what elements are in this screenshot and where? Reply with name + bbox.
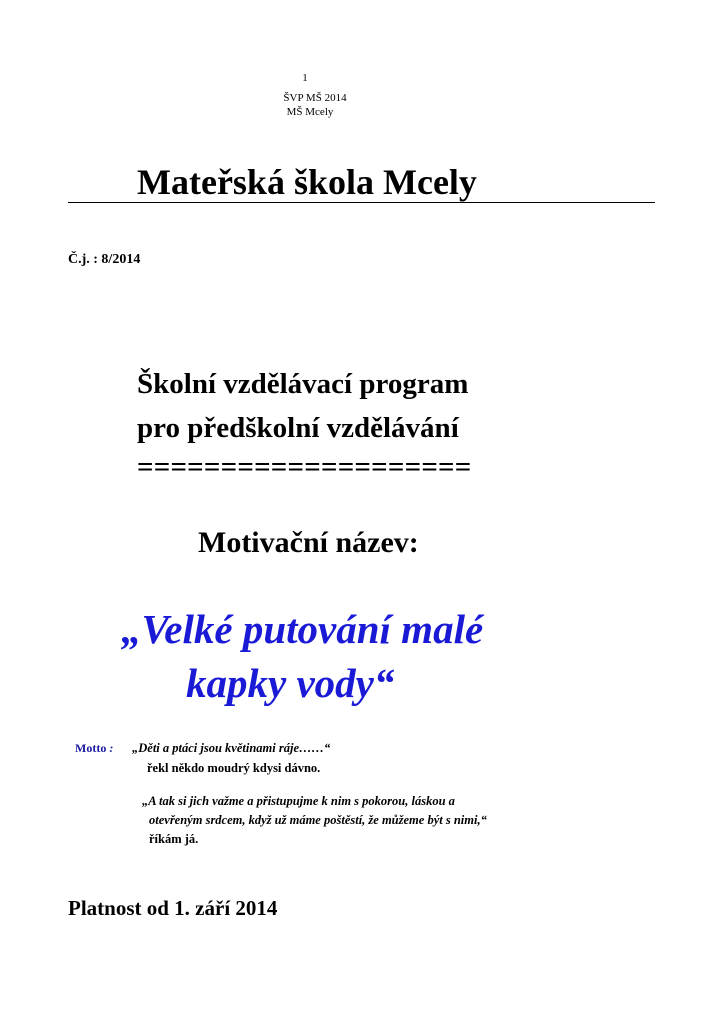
- motivation-title-line2: kapky vody“: [186, 660, 395, 706]
- school-short-header: MŠ Mcely: [286, 106, 334, 118]
- program-title-line1: Školní vzdělávací program: [137, 368, 469, 400]
- motto-quote2-line2: otevřeným srdcem, když už máme poštěstí, že můžeme být s nimi,“: [149, 813, 487, 827]
- motto-quote2-attribution: říkám já.: [149, 832, 199, 846]
- motivation-title-line1: „Velké putování malé: [121, 606, 484, 652]
- motto-label: [75, 739, 113, 757]
- program-title-line2: pro předškolní vzdělávání: [137, 412, 459, 444]
- motto-label-text: Motto: [75, 741, 107, 755]
- motto-quote1-attribution: řekl někdo moudrý kdysi dávno.: [147, 761, 321, 775]
- page-number: 1: [302, 72, 308, 84]
- reference-number: Č.j. : 8/2014: [68, 252, 141, 267]
- title-divider: [68, 202, 655, 203]
- motto-quote2-line1: „A tak si jich važme a přistupujme k nim s pokorou, láskou a: [142, 794, 455, 808]
- motto-quote1: „Děti a ptáci jsou květinami ráje……“: [132, 741, 331, 755]
- program-code-header: ŠVP MŠ 2014: [283, 92, 347, 104]
- program-title-underline: ====================: [137, 451, 472, 483]
- validity-date: Platnost od 1. září 2014: [68, 896, 278, 920]
- motivation-label: Motivační název:: [198, 526, 419, 559]
- motto-label-colon: :: [106, 741, 114, 755]
- school-title: Mateřská škola Mcely: [137, 162, 477, 202]
